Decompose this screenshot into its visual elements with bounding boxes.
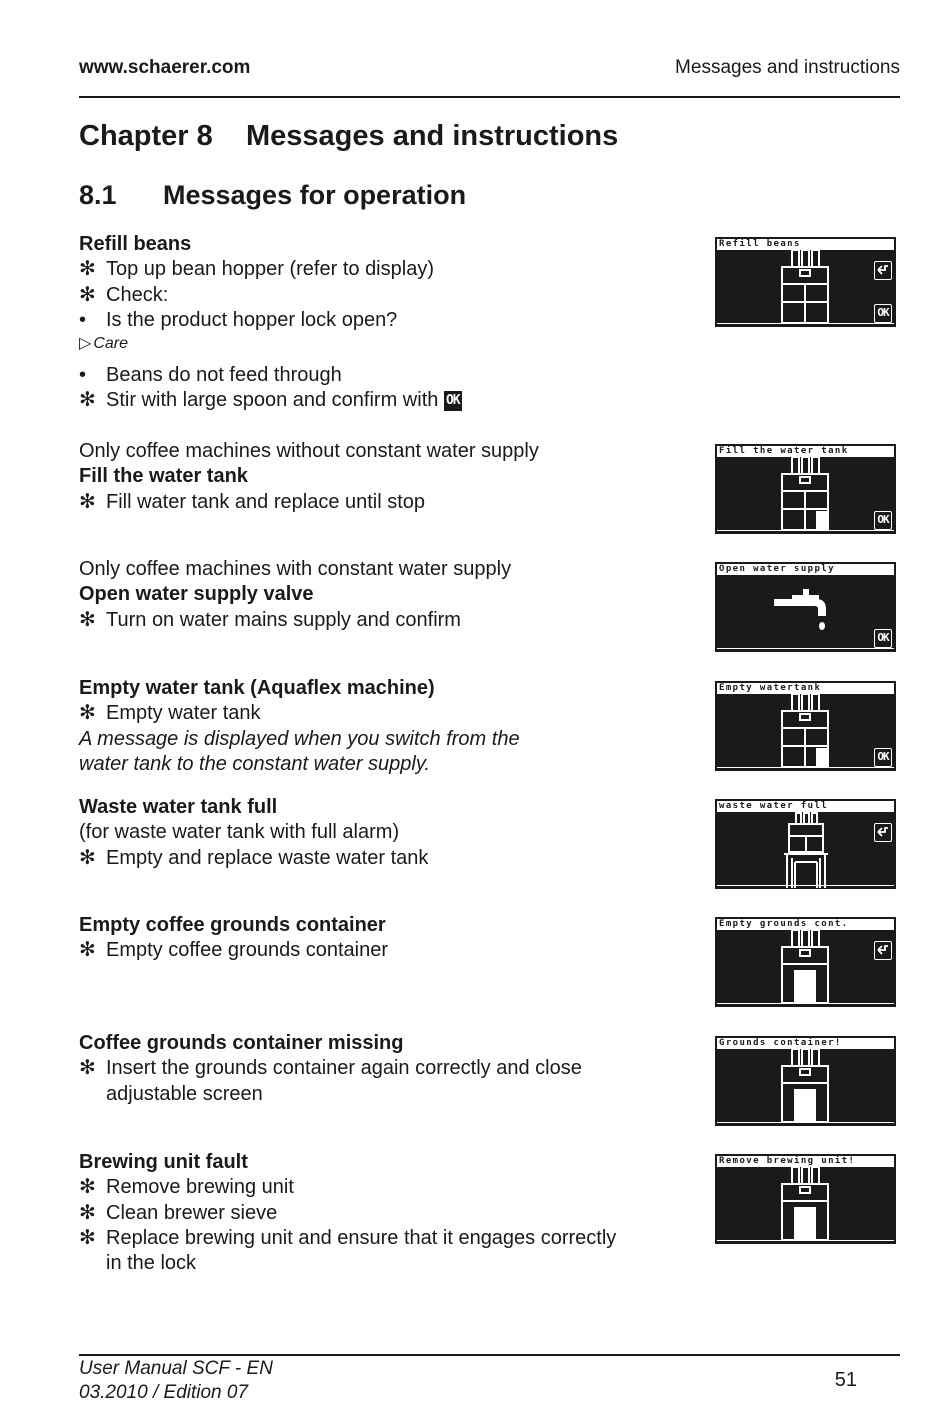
step-item: ✻ Check: [79,283,679,308]
header-section-title: Messages and instructions [675,57,900,78]
bullet-icon: • [79,308,87,331]
step-icon: ✻ [79,283,96,306]
message-subtitle: (for waste water tank with full alarm) [79,821,400,844]
chapter-number: Chapter 8 [79,120,213,152]
coffee-machine-grounds-icon [716,1037,897,1127]
message-empty-grounds [79,913,679,964]
display-message-text: Fill the water tank [717,446,894,457]
back-arrow-icon [876,263,889,277]
step-item: ✻ Insert the grounds container again correctly and close adjustable screen [79,1057,582,1105]
step-item: ✻ Empty coffee grounds container [79,938,679,963]
ok-button[interactable]: OK [874,304,892,323]
header-website: www.schaerer.com [79,57,251,78]
display-waste-water-full [715,799,896,889]
display-message-text: waste water full [717,801,894,812]
message-title: Waste water tank full [79,796,278,818]
footer-manual-info [79,1357,273,1404]
display-empty-watertank [715,681,896,771]
display-grounds-container-missing [715,1036,896,1126]
display-empty-grounds [715,917,896,1007]
footer-rule [79,1354,900,1356]
message-open-water-supply [79,557,679,633]
page-number: 51 [834,1369,857,1391]
step-item: ✻ Replace brewing unit and ensure that it engages correctly in the lock [79,1226,617,1275]
step-item: ✻ Remove brewing unit [79,1175,679,1200]
message-title: Coffee grounds container missing [79,1032,404,1054]
step-item: ✻ Turn on water mains supply and confirm [79,608,679,633]
coffee-machine-water-tank-icon [716,682,897,772]
step-item: ✻ Top up bean hopper (refer to display) [79,257,679,282]
message-brewing-unit-fault [79,1150,679,1276]
display-remove-brewing-unit [715,1154,896,1244]
cross-reference-link[interactable]: ▷ Care [79,335,128,353]
bullet-item: • Beans do not feed through [79,363,679,388]
back-arrow-icon [876,943,889,957]
display-refill-beans [715,237,896,327]
display-message-text: Refill beans [717,239,894,250]
message-title: Brewing unit fault [79,1151,248,1173]
ok-button[interactable]: OK [874,748,892,767]
display-message-text: Grounds container! [717,1038,894,1049]
step-item: ✻ Clean brewer sieve [79,1201,679,1226]
message-title: Open water supply valve [79,583,314,606]
step-icon: ✻ [79,1201,96,1224]
section-number: 8.1 [79,180,117,210]
step-icon: ✻ [79,1226,96,1249]
back-button[interactable] [874,941,892,960]
ok-button-icon: OK [444,391,462,411]
ok-button[interactable]: OK [874,629,892,648]
step-icon: ✻ [79,846,96,869]
footer-manual-title: User Manual SCF - EN [79,1358,273,1379]
chapter-heading [79,120,618,153]
display-message-text: Open water supply [717,564,894,575]
water-tap-icon [716,563,897,653]
display-open-water-supply [715,562,896,652]
message-note: water tank to the constant water supply. [79,752,430,775]
step-icon: ✻ [79,608,96,631]
coffee-machine-grounds-icon [716,918,897,1008]
step-item: ✻ Empty water tank [79,701,679,726]
message-note: A message is displayed when you switch from the [79,727,520,750]
step-icon: ✻ [79,1176,96,1199]
coffee-machine-hopper-icon [716,238,897,328]
step-icon: ✻ [79,258,96,281]
bullet-icon: • [79,364,87,387]
display-message-text: Empty grounds cont. [717,919,894,930]
coffee-machine-waste-water-icon [716,800,897,890]
step-item: ✻ Empty and replace waste water tank [79,846,679,871]
message-condition: Only coffee machines with constant water supply [79,558,512,580]
display-message-text: Remove brewing unit! [717,1156,894,1167]
reference-arrow-icon: ▷ [79,335,92,353]
message-condition: Only coffee machines without constant water supply [79,440,539,462]
chapter-title: Messages and instructions [246,120,619,152]
back-button[interactable] [874,823,892,842]
message-title: Empty water tank (Aquaflex machine) [79,677,435,699]
message-fill-water-tank [79,439,679,515]
display-message-text: Empty watertank [717,683,894,694]
section-heading [79,180,466,211]
step-icon: ✻ [79,389,96,412]
step-item: ✻ Stir with large spoon and confirm with OK [79,388,679,413]
section-title: Messages for operation [163,180,467,210]
coffee-machine-brewing-unit-icon [716,1155,897,1245]
message-empty-water-tank [79,676,679,777]
step-icon: ✻ [79,702,96,725]
footer-edition: 03.2010 / Edition 07 [79,1382,249,1403]
message-grounds-missing [79,1031,679,1107]
display-fill-water-tank [715,444,896,534]
step-icon: ✻ [79,490,96,513]
message-title: Refill beans [79,233,192,255]
step-icon: ✻ [79,1057,96,1080]
step-icon: ✻ [79,939,96,962]
header-rule [79,96,900,98]
back-arrow-icon [876,825,889,839]
back-button[interactable] [874,261,892,280]
message-title: Fill the water tank [79,465,248,488]
bullet-item: • Is the product hopper lock open? [79,308,679,333]
coffee-machine-water-tank-icon [716,445,897,535]
message-waste-water-full [79,795,679,871]
ok-button[interactable]: OK [874,511,892,530]
message-refill-beans [79,232,679,414]
message-title: Empty coffee grounds container [79,914,386,936]
step-item: ✻ Fill water tank and replace until stop [79,490,679,515]
